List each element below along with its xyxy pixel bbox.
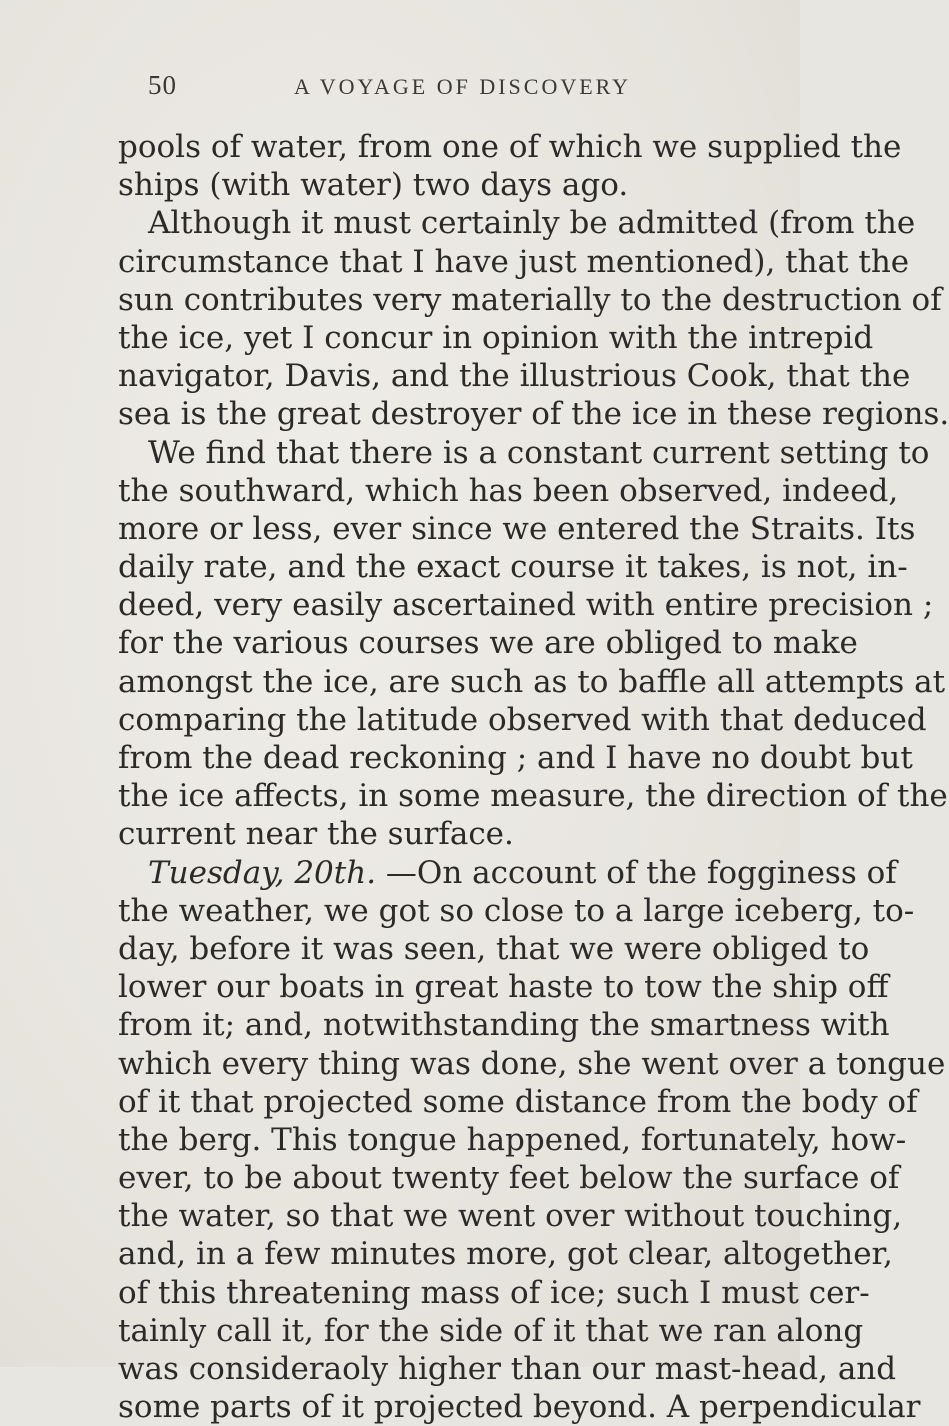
dateline: Tuesday, 20th. (148, 854, 377, 891)
text-line: sea is the great destroyer of the ice in these regions. (118, 396, 949, 433)
paragraph-start-line: Although it must certainly be admitted (from the (148, 205, 916, 242)
running-head (148, 70, 708, 110)
paragraph-start-line: We find that there is a constant current setting to (148, 434, 930, 471)
text-line: which every thing was done, she went over a tongue (118, 1045, 946, 1082)
text-line: navigator, Davis, and the illustrious Cook, that the (118, 358, 911, 395)
text-line: the southward, which has been observed, indeed, (118, 472, 899, 509)
text-line: the berg. This tongue happened, fortunately, how- (118, 1121, 907, 1158)
text-line: pools of water, from one of which we supplied the (118, 129, 902, 165)
text-line: tainly call it, for the side of it that we ran along (118, 1312, 864, 1349)
text-line: comparing the latitude observed with that deduced (118, 701, 927, 738)
text-line: amongst the ice, are such as to baffle all attempts at (118, 663, 946, 700)
text-line: current near the surface. (118, 816, 514, 853)
running-title: A VOYAGE OF DISCOVERY (294, 74, 632, 99)
page-number: 50 (148, 70, 177, 100)
text-line: was consideraoly higher than our mast-head, and (118, 1351, 897, 1387)
text-line: the ice, yet I concur in opinion with the intrepid (118, 319, 874, 356)
text-line: the ice affects, in some measure, the direction of the (118, 778, 948, 815)
text-line: sun contributes very materially to the destruction of (118, 281, 942, 318)
text-line: circumstance that I have just mentioned), that the (118, 243, 910, 280)
text-line: the water, so that we went over without touching, (118, 1198, 903, 1235)
text-line: ships (with water) two days ago. (118, 167, 629, 204)
text-line: for the various courses we are obliged to make (118, 625, 858, 662)
text-line: the weather, we got so close to a large iceberg, to- (118, 892, 915, 929)
dated-entry-line (118, 854, 897, 892)
text-line: lower our boats in great haste to tow the ship off (118, 969, 889, 1006)
text-line: of this threatening mass of ice; such I must cer- (118, 1274, 870, 1311)
text-line: daily rate, and the exact course it takes, is not, in- (118, 549, 908, 586)
text-line: from the dead reckoning ; and I have no doubt but (118, 740, 913, 776)
dated-entry-text: —On account of the fogginess of (385, 854, 897, 891)
text-line: from it; and, notwithstanding the smartness with (118, 1007, 890, 1044)
body-text (118, 128, 949, 1426)
text-line: day, before it was seen, that we were obliged to (118, 930, 870, 967)
text-line: and, in a few minutes more, got clear, altogether, (118, 1236, 893, 1273)
text-line: ever, to be about twenty feet below the surface of (118, 1160, 900, 1197)
text-line: of it that projected some distance from the body of (118, 1083, 918, 1120)
text-line: some parts of it projected beyond. A perpendicular (118, 1389, 921, 1426)
text-line: deed, very easily ascertained with entire precision ; (118, 587, 934, 624)
text-line: more or less, ever since we entered the Straits. Its (118, 510, 916, 547)
